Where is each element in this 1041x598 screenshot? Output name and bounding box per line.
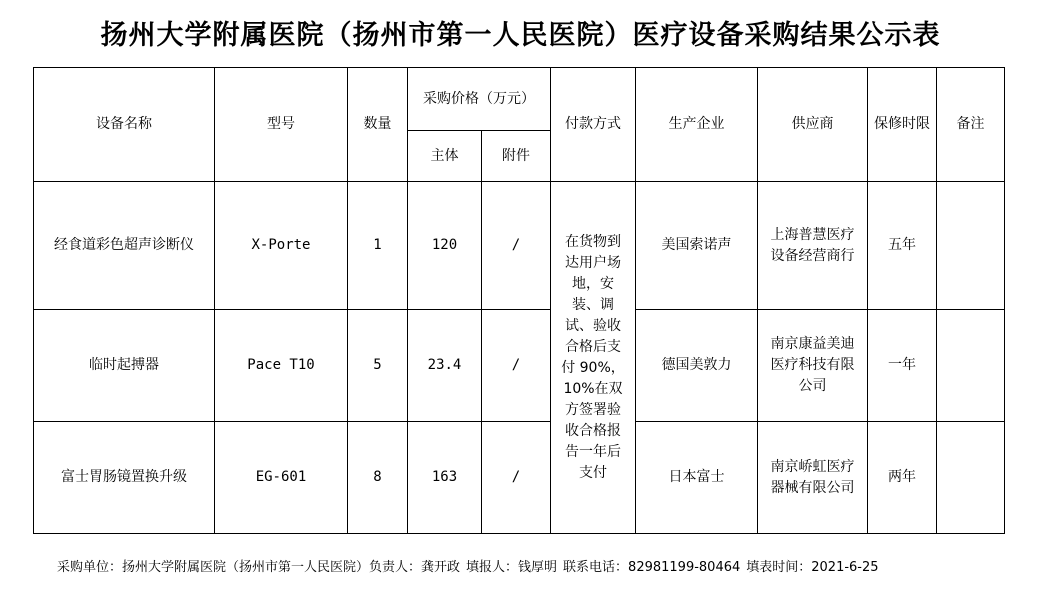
header-price: 采购价格（万元） xyxy=(408,68,551,131)
cell-supplier: 南京康益美迪医疗科技有限公司 xyxy=(758,310,868,422)
cell-remark xyxy=(937,310,1005,422)
header-remark: 备注 xyxy=(937,68,1005,182)
footer-person: 负责人：龚开政 xyxy=(369,560,461,575)
cell-supplier: 南京峤虹医疗器械有限公司 xyxy=(758,422,868,534)
cell-maker: 美国索诺声 xyxy=(636,182,758,310)
cell-warranty: 一年 xyxy=(868,310,937,422)
cell-price-attach: / xyxy=(482,310,551,422)
header-price-main: 主体 xyxy=(408,131,482,182)
cell-qty: 1 xyxy=(348,182,408,310)
footer-date: 填表时间：2021-6-25 xyxy=(746,560,879,575)
header-maker: 生产企业 xyxy=(636,68,758,182)
cell-qty: 8 xyxy=(348,422,408,534)
header-name: 设备名称 xyxy=(34,68,215,182)
footer-unit: 采购单位：扬州大学附属医院（扬州市第一人民医院） xyxy=(57,560,370,575)
cell-maker: 德国美敦力 xyxy=(636,310,758,422)
cell-model: X-Porte xyxy=(215,182,348,310)
footer-info xyxy=(57,556,885,575)
page-title: 扬州大学附属医院（扬州市第一人民医院）医疗设备采购结果公示表 xyxy=(100,20,941,51)
header-price-attach: 附件 xyxy=(482,131,551,182)
cell-payment-terms: 在货物到达用户场地，安装、调试、验收合格后支付 90%，10%在双方签署验收合格报告一年后支付 xyxy=(551,182,636,534)
table-row xyxy=(34,422,1005,534)
header-row xyxy=(34,68,1005,131)
header-warranty: 保修时限 xyxy=(868,68,937,182)
header-qty: 数量 xyxy=(348,68,408,182)
cell-warranty: 两年 xyxy=(868,422,937,534)
cell-price-main: 163 xyxy=(408,422,482,534)
cell-model: EG-601 xyxy=(215,422,348,534)
procurement-table xyxy=(33,67,1005,534)
table-row xyxy=(34,310,1005,422)
header-model: 型号 xyxy=(215,68,348,182)
cell-warranty: 五年 xyxy=(868,182,937,310)
cell-model: Pace T10 xyxy=(215,310,348,422)
cell-supplier: 上海普慧医疗设备经营商行 xyxy=(758,182,868,310)
cell-price-attach: / xyxy=(482,422,551,534)
cell-price-attach: / xyxy=(482,182,551,310)
cell-name: 临时起搏器 xyxy=(34,310,215,422)
table-row xyxy=(34,182,1005,310)
cell-qty: 5 xyxy=(348,310,408,422)
header-supplier: 供应商 xyxy=(758,68,868,182)
cell-maker: 日本富士 xyxy=(636,422,758,534)
header-payment: 付款方式 xyxy=(551,68,636,182)
cell-price-main: 23.4 xyxy=(408,310,482,422)
cell-remark xyxy=(937,422,1005,534)
cell-price-main: 120 xyxy=(408,182,482,310)
cell-remark xyxy=(937,182,1005,310)
cell-name: 经食道彩色超声诊断仪 xyxy=(34,182,215,310)
footer-filler: 填报人：钱厚明 xyxy=(466,560,558,575)
footer-phone: 联系电话：82981199-80464 xyxy=(563,560,741,575)
cell-name: 富士胃肠镜置换升级 xyxy=(34,422,215,534)
